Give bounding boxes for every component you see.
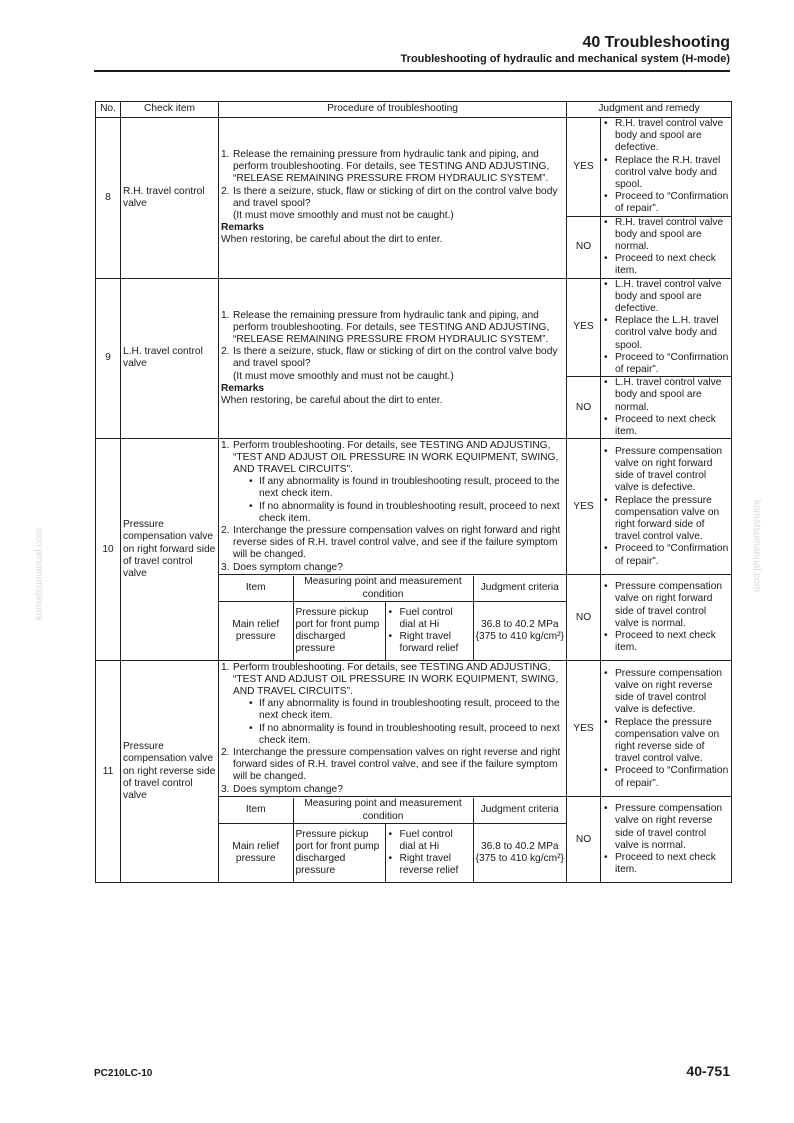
procedure-cell [219,278,567,439]
procedure-note: (It must move smoothly and must not be caught.) [233,370,454,382]
procedure-step: 3. Does symptom change? [221,561,343,573]
remedy-item: • Proceed to next check item. [603,414,729,438]
row-number: 11 [96,661,121,883]
row-number: 10 [96,439,121,661]
procedure-bullet: • If no abnormality is found in troubleshooting result, proceed to next check item. [245,723,564,747]
meas-criteria: 36.8 to 40.2 MPa {375 to 410 kg/cm²} [473,602,566,660]
table-row [96,439,732,575]
yes-label: YES [567,118,601,217]
remedy-item: • Proceed to next check item. [603,852,729,876]
meas-condition [385,824,473,882]
remedy-item: • Replace the L.H. travel control valve body and spool. [603,315,729,352]
check-item: L.H. travel control valve [121,278,219,439]
measurement-cell [219,797,567,883]
remedy-item: • Proceed to next check item. [603,253,729,277]
meas-criteria: 36.8 to 40.2 MPa {375 to 410 kg/cm²} [473,824,566,882]
remedy-item: • Pressure compensation valve on right forward side of travel control valve is defective. [603,446,729,495]
procedure-step: 2. Interchange the pressure compensation valves on right reverse and right forward sides of R.H. travel control valve, and see if the failure symptom will be changed. [221,747,561,783]
procedure-bullet: • If no abnormality is found in troubleshooting result, proceed to next check item. [245,501,564,525]
yes-label: YES [567,278,601,377]
procedure-note: (It must move smoothly and must not be caught.) [233,210,454,222]
meas-header-condition: Measuring point and measurement condition [293,798,473,824]
meas-item: Main relief pressure [219,824,293,882]
yes-remedy [601,118,732,217]
troubleshooting-table [95,101,732,883]
remedy-item: • Proceed to next check item. [603,630,729,654]
remarks-heading: Remarks [221,382,265,394]
remedy-item: • Replace the pressure compensation valve on right reverse side of travel control valve. [603,717,729,766]
no-label: NO [567,377,601,439]
yes-label: YES [567,661,601,797]
procedure-step: 1. Perform troubleshooting. For details, see TESTING AND ADJUSTING, “TEST AND ADJUST OIL PRESSURE IN WORK EQUIPMENT, SWING, AND TRAVEL CIRCUITS”. • If any abnormality is found in troubleshooting result, proceed to the next check item. • If no abnormality is found in troubleshooting result, proceed to next check item. [221,662,564,747]
procedure-step: 2. Is there a seizure, stuck, flaw or sticking of dirt on the control valve body and travel spool? [221,185,558,209]
table-row [96,118,732,217]
procedure-step: 3. Does symptom change? [221,783,343,795]
procedure-cell [219,118,567,279]
table-row [96,278,732,377]
remedy-item: • R.H. travel control valve body and spool are defective. [603,118,729,155]
procedure-bullet: • If any abnormality is found in troubleshooting result, proceed to the next check item. [245,476,564,500]
remedy-item: • L.H. travel control valve body and spool are defective. [603,279,729,316]
measurement-cell [219,575,567,661]
meas-item: Main relief pressure [219,602,293,660]
remedy-item: • Proceed to “Confirmation of repair”. [603,191,729,215]
yes-remedy [601,439,732,575]
meas-header-item: Item [219,576,293,602]
check-item: Pressure compensation valve on right reverse side of travel control valve [121,661,219,883]
section-title: 40 Troubleshooting [582,34,730,51]
meas-condition [385,602,473,660]
remedy-item: • Proceed to “Confirmation of repair”. [603,765,729,789]
remedy-item: • Proceed to “Confirmation of repair”. [603,543,729,567]
meas-point: Pressure pickup port for front pump discharged pressure [293,824,385,882]
meas-header-condition: Measuring point and measurement condition [293,576,473,602]
no-label: NO [567,216,601,278]
table-header-row [96,102,732,118]
measurement-table [219,798,566,882]
watermark-left: komatsumanual.com [34,527,45,620]
row-number: 8 [96,118,121,279]
remedy-item: • Proceed to “Confirmation of repair”. [603,352,729,376]
no-label: NO [567,797,601,883]
check-item: Pressure compensation valve on right forward side of travel control valve [121,439,219,661]
condition-item: • Fuel control dial at Hi [388,829,471,853]
remedy-item: • Replace the pressure compensation valve on right forward side of travel control valve. [603,495,729,544]
no-remedy [601,216,732,278]
procedure-step: 2. Is there a seizure, stuck, flaw or sticking of dirt on the control valve body and travel spool? [221,346,558,370]
meas-header-criteria: Judgment criteria [473,798,566,824]
meas-point: Pressure pickup port for front pump discharged pressure [293,602,385,660]
header-check-item: Check item [121,102,219,118]
procedure-bullet: • If any abnormality is found in troubleshooting result, proceed to the next check item. [245,698,564,722]
no-label: NO [567,575,601,661]
remedy-item: • Pressure compensation valve on right forward side of travel control valve is normal. [603,581,729,630]
yes-remedy [601,661,732,797]
no-remedy [601,575,732,661]
meas-header-criteria: Judgment criteria [473,576,566,602]
procedure-cell [219,661,567,797]
table-row [96,661,732,797]
header-procedure: Procedure of troubleshooting [219,102,567,118]
procedure-cell [219,439,567,575]
procedure-step: 2. Interchange the pressure compensation valves on right forward and right reverse sides of R.H. travel control valve, and see if the failure symptom will be changed. [221,525,561,561]
page-number: 40-751 [686,1063,730,1079]
measurement-table [219,576,566,660]
header-no: No. [96,102,121,118]
yes-label: YES [567,439,601,575]
remarks-text: When restoring, be careful about the dirt to enter. [221,234,443,246]
yes-remedy [601,278,732,377]
check-item: R.H. travel control valve [121,118,219,279]
remedy-item: • Replace the R.H. travel control valve body and spool. [603,155,729,192]
footer-model: PC210LC-10 [94,1068,153,1079]
watermark-right: komatsumanual.com [751,500,762,593]
procedure-step: 1. Perform troubleshooting. For details, see TESTING AND ADJUSTING, “TEST AND ADJUST OIL PRESSURE IN WORK EQUIPMENT, SWING, AND TRAVEL CIRCUITS”. • If any abnormality is found in troubleshooting result, proceed to the next check item. • If no abnormality is found in troubleshooting result, proceed to next check item. [221,440,564,525]
remedy-item: • Pressure compensation valve on right reverse side of travel control valve is defective. [603,668,729,717]
row-number: 9 [96,278,121,439]
procedure-step: 1. Release the remaining pressure from hydraulic tank and piping, and perform troubleshooting. For details, see TESTING AND ADJUSTING, “RELEASE REMAINING PRESSURE FROM HYDRAULIC SYSTEM”. [221,309,550,346]
condition-item: • Right travel forward relief [388,631,471,655]
procedure-step: 1. Release the remaining pressure from hydraulic tank and piping, and perform troubleshooting. For details, see TESTING AND ADJUSTING, “RELEASE REMAINING PRESSURE FROM HYDRAULIC SYSTEM”. [221,149,550,185]
condition-item: • Right travel reverse relief [388,853,471,877]
no-remedy [601,377,732,439]
section-subtitle: Troubleshooting of hydraulic and mechanical system (H-mode) [400,53,730,65]
remedy-item: • R.H. travel control valve body and spool are normal. [603,217,729,254]
remedy-item: • L.H. travel control valve body and spool are normal. [603,377,729,414]
no-remedy [601,797,732,883]
remarks-heading: Remarks [221,222,265,234]
header-judgment: Judgment and remedy [567,102,732,118]
header-rule [94,70,730,72]
remarks-text: When restoring, be careful about the dirt to enter. [221,395,443,407]
condition-item: • Fuel control dial at Hi [388,607,471,631]
meas-header-item: Item [219,798,293,824]
remedy-item: • Pressure compensation valve on right reverse side of travel control valve is normal. [603,803,729,852]
